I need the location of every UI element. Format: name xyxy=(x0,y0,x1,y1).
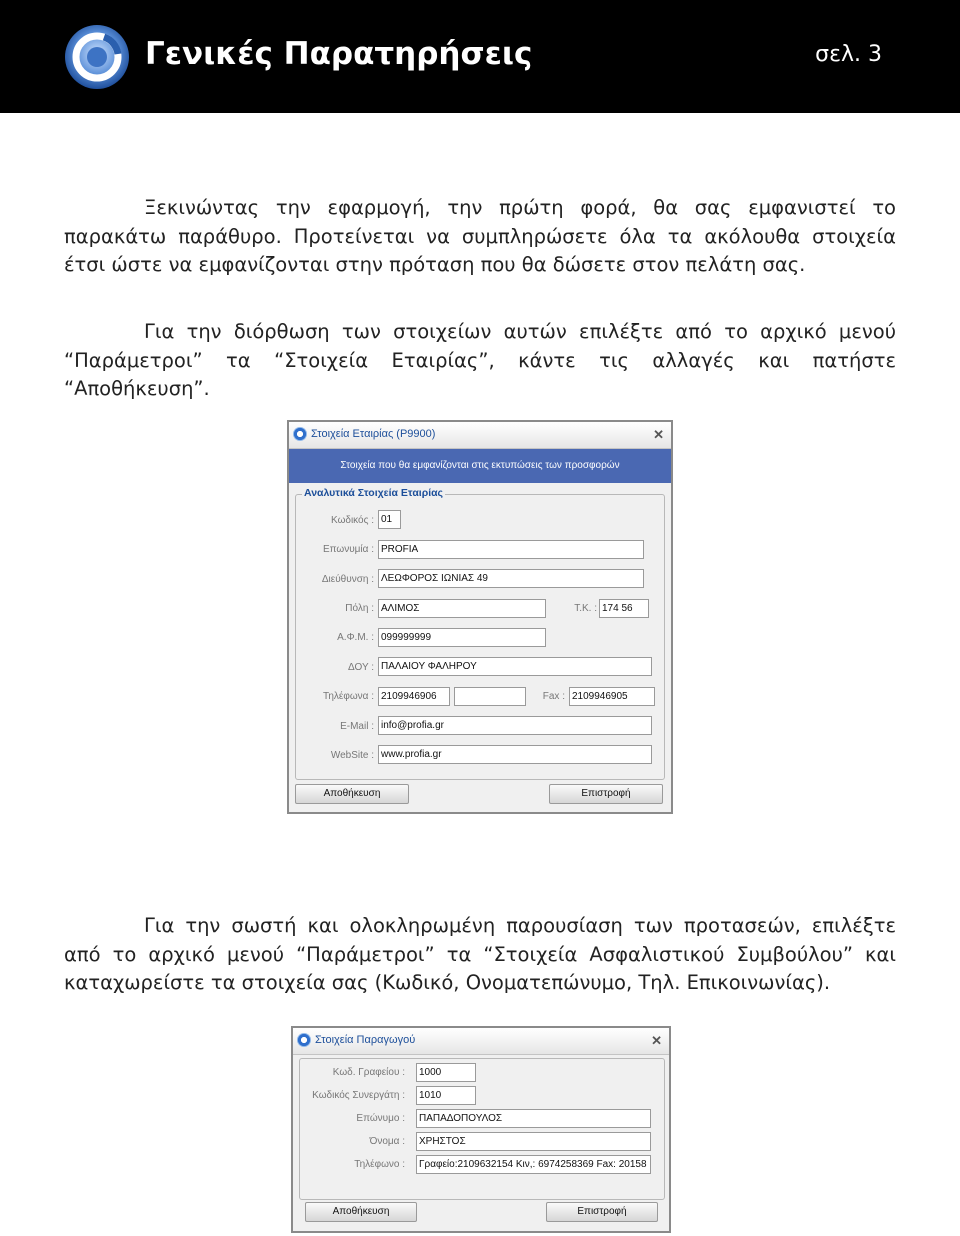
first-name-label: Όνομα : xyxy=(369,1136,405,1147)
doy-label: ΔΟΥ : xyxy=(348,662,374,673)
office-code-field[interactable]: 1000 xyxy=(416,1063,476,1082)
producer-details-window xyxy=(291,1026,671,1233)
email-field[interactable]: info@profia.gr xyxy=(378,716,652,735)
intro-paragraph xyxy=(64,194,896,280)
edit-instructions-text: Για την διόρθωση των στοιχείων αυτών επιλέξτε από το αρχικό μενού “Παράμετροι” τα “Στοιχεία Εταιρίας”, κάντε τις αλλαγές και πατήστε “Αποθήκευση”. xyxy=(64,320,896,400)
group-label: Αναλυτικά Στοιχεία Εταιρίας xyxy=(304,487,444,499)
surname-label: Επώνυμο : xyxy=(356,1113,405,1124)
company-window-titlebar xyxy=(289,422,671,449)
code-field[interactable]: 01 xyxy=(378,510,401,529)
save-button[interactable]: Αποθήκευση xyxy=(305,1202,417,1222)
intro-text: Ξεκινώντας την εφαρμογή, την πρώτη φορά, θα σας εμφανιστεί το παρακάτω παράθυρο. Προτείνεται να συμπληρώσετε όλα τα ακόλουθα στοιχεία έτσι ώστε να εμφανίζονται στην πρόταση που θα δώσετε στον πελάτη σας. xyxy=(64,196,896,276)
phone-field[interactable]: Γραφείο:2109632154 Κιν,: 6974258369 Fax: 20158 xyxy=(416,1155,651,1174)
fax-field[interactable]: 2109946905 xyxy=(569,687,655,706)
phone-label: Τηλέφωνο : xyxy=(354,1159,405,1170)
afm-label: Α.Φ.Μ. : xyxy=(337,632,374,643)
partner-code-label: Κωδικός Συνεργάτη : xyxy=(312,1090,405,1101)
info-banner: Στοιχεία που θα εμφανίζονται στις εκτυπώσεις των προσφορών xyxy=(289,449,671,483)
phone1-field[interactable]: 2109946906 xyxy=(378,687,450,706)
window-title: Στοιχεία Παραγωγού xyxy=(315,1034,416,1046)
city-label: Πόλη : xyxy=(345,603,374,614)
back-button[interactable]: Επιστροφή xyxy=(549,784,663,804)
partner-code-field[interactable]: 1010 xyxy=(416,1086,476,1105)
fax-label: Fax : xyxy=(542,691,565,702)
city-field[interactable]: ΑΛΙΜΟΣ xyxy=(378,599,546,618)
app-icon xyxy=(297,1033,311,1047)
phone-label: Τηλέφωνα : xyxy=(322,691,374,702)
page-header xyxy=(0,0,960,113)
save-button[interactable]: Αποθήκευση xyxy=(295,784,409,804)
close-icon[interactable]: ✕ xyxy=(651,1033,662,1048)
profia-logo-icon xyxy=(64,24,130,90)
close-icon[interactable]: ✕ xyxy=(653,427,664,442)
first-name-field[interactable]: ΧΡΗΣΤΟΣ xyxy=(416,1132,651,1151)
producer-instructions-paragraph xyxy=(64,912,896,998)
phone2-field[interactable] xyxy=(454,687,526,706)
window-title: Στοιχεία Εταιρίας (P9900) xyxy=(311,428,436,440)
zip-label: Τ.Κ. : xyxy=(574,603,597,614)
code-label: Κωδικός : xyxy=(331,515,374,526)
address-label: Διεύθυνση : xyxy=(321,574,374,585)
producer-window-titlebar xyxy=(293,1028,669,1055)
website-field[interactable]: www.profia.gr xyxy=(378,745,652,764)
address-field[interactable]: ΛΕΩΦΟΡΟΣ ΙΩΝΙΑΣ 49 xyxy=(378,569,644,588)
email-label: E-Mail : xyxy=(340,721,374,732)
page-number: σελ. 3 xyxy=(815,42,882,67)
edit-instructions-paragraph xyxy=(64,318,896,404)
producer-details-group xyxy=(299,1058,665,1200)
doy-field[interactable]: ΠΑΛΑΙΟΥ ΦΑΛΗΡΟΥ xyxy=(378,657,652,676)
page-title: Γενικές Παρατηρήσεις xyxy=(145,36,533,72)
zip-field[interactable]: 174 56 xyxy=(599,599,649,618)
website-label: WebSite : xyxy=(330,750,374,761)
surname-field[interactable]: ΠΑΠΑΔΟΠΟΥΛΟΣ xyxy=(416,1109,651,1128)
company-details-window xyxy=(287,420,673,814)
afm-field[interactable]: 099999999 xyxy=(378,628,546,647)
producer-instructions-text: Για την σωστή και ολοκληρωμένη παρουσίαση των προτασεών, επιλέξτε από το αρχικό μενού “Παράμετροι” τα “Στοιχεία Ασφαλιστικού Συμβούλου” και καταχωρείστε τα στοιχεία σας (Κωδικό, Ονοματεπώνυμο, Τηλ. Επικοινωνίας). xyxy=(64,914,896,994)
back-button[interactable]: Επιστροφή xyxy=(546,1202,658,1222)
office-code-label: Κωδ. Γραφείου : xyxy=(332,1067,405,1078)
app-icon xyxy=(293,427,307,441)
name-field[interactable]: PROFIA xyxy=(378,540,644,559)
name-label: Επωνυμία : xyxy=(322,544,374,555)
